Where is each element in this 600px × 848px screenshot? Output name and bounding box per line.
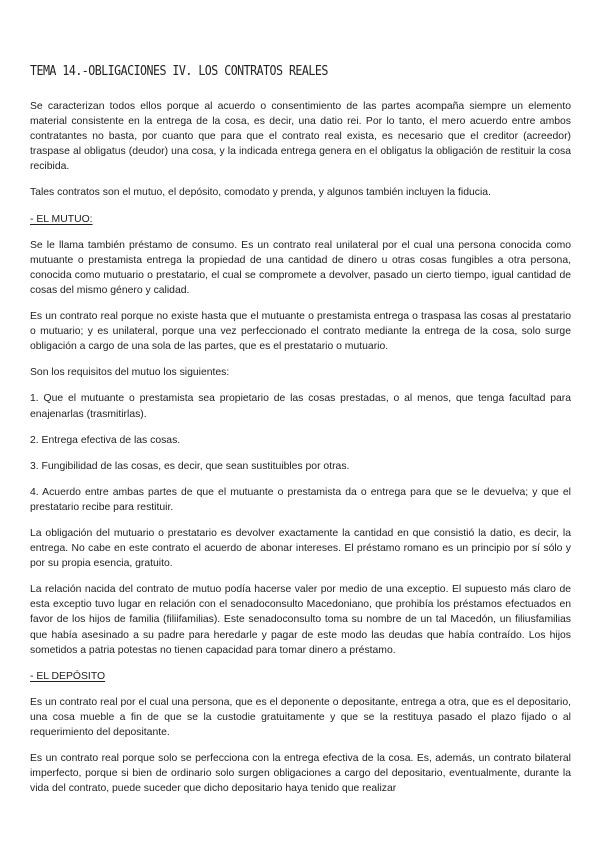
list-item-requisito-3: 3. Fungibilidad de las cosas, es decir, que sean sustituibles por otras. [30,460,350,472]
paragraph-deposito-real: Es un contrato real porque solo se perfecciona con la entrega efectiva de la cosa. Es, además, un contrato bilateral imperfecto, porque si bien de ordinario solo surgen obligaciones a cargo del depositario, eventualmente, durante la vida del contrato, puede suceder que dicho depositario haya tenido que realizar [30,753,571,795]
paragraph-mutuo-real: Es un contrato real porque no existe hasta que el mutuante o prestamista entrega o traspasa las cosas al prestatario o mutuario; y es unilateral, porque una vez perfeccionado el contrato mediante la entrega de la cosa, solo surge obligación a cargo de una sola de las partes, que es el prestatario o mutuario. [30,311,571,353]
list-item-requisito-4: 4. Acuerdo entre ambas partes de que el mutuante o prestamista da o entrega para que se le devuelva; y que el prestatario recibe para restituir. [30,486,571,513]
list-item-requisito-1: 1. Que el mutuante o prestamista sea propietario de las cosas prestadas, o al menos, que tenga facultad para enajenarlas (trasmitirlas). [30,393,571,420]
paragraph-intro: Se caracterizan todos ellos porque al acuerdo o consentimiento de las partes acompaña siempre un elemento material consistente en la entrega de la cosa, es decir, una datio rei. Por lo tanto, el mero acuerdo entre ambos contratantes no basta, por cuanto que para que el contrato real exista, es necesario que el creditor (acreedor) traspase al obligatus (deudor) una cosa, y la indicada entrega genera en el obligatus la obligación de restituir la cosa recibida. [30,101,571,173]
document-body [30,99,571,807]
paragraph-deposito-definition: Es un contrato real por el cual una persona, que es el deponente o depositante, entrega a otra, que es el depositario, una cosa mueble a fin de que se la custodie gratuitamente y que se la restituya pasado el plazo fijado o al requerimiento del depositante. [30,696,571,738]
section-heading-mutuo: - EL MUTUO: [30,213,93,225]
list-item-requisito-2: 2. Entrega efectiva de las cosas. [30,434,181,446]
paragraph-obligacion-mutuario: La obligación del mutuario o prestatario es devolver exactamente la cantidad en que consistió la datio, es decir, la entrega. No cabe en este contrato el acuerdo de abonar intereses. El préstamo romano es un principio por sí sólo y por su propia esencia, gratuito. [30,527,571,570]
paragraph-requisitos-intro: Son los requisitos del mutuo los siguientes: [30,367,230,379]
section-heading-deposito: - EL DEPÓSITO [30,670,106,682]
paragraph-mutuo-definition: Se le llama también préstamo de consumo. Es un contrato real unilateral por el cual una persona conocida como mutuante o prestamista entrega la propiedad de una cantidad de dinero u otras cosas fungibles a otra persona, conocida como mutuario o prestatario, el cual se compromete a devolver, pasado un cierto tiempo, igual cantidad de cosas del mismo género y calidad. [30,239,571,296]
paragraph-exceptio: La relación nacida del contrato de mutuo podía hacerse valer por medio de una exceptio. El supuesto más claro de esta exceptio tuvo lugar en relación con el senadoconsulto Macedoniano, que prohibía los préstamos efectuados en favor de los hijos de familia (filiifamilias). Este senadoconsulto toma su nombre de un tal Macedón, un filiusfamilias que había asesinado a su padre para heredarle y pagar de este modo las deudas que había contraído. Los hijos sometidos a patria potestas no tienen capacidad para tomar dinero a préstamo. [30,584,571,656]
page-title: TEMA 14.-OBLIGACIONES IV. LOS CONTRATOS REALES [30,63,328,79]
paragraph-contract-list: Tales contratos son el mutuo, el depósito, comodato y prenda, y algunos también incluyen la fiducia. [30,187,491,199]
